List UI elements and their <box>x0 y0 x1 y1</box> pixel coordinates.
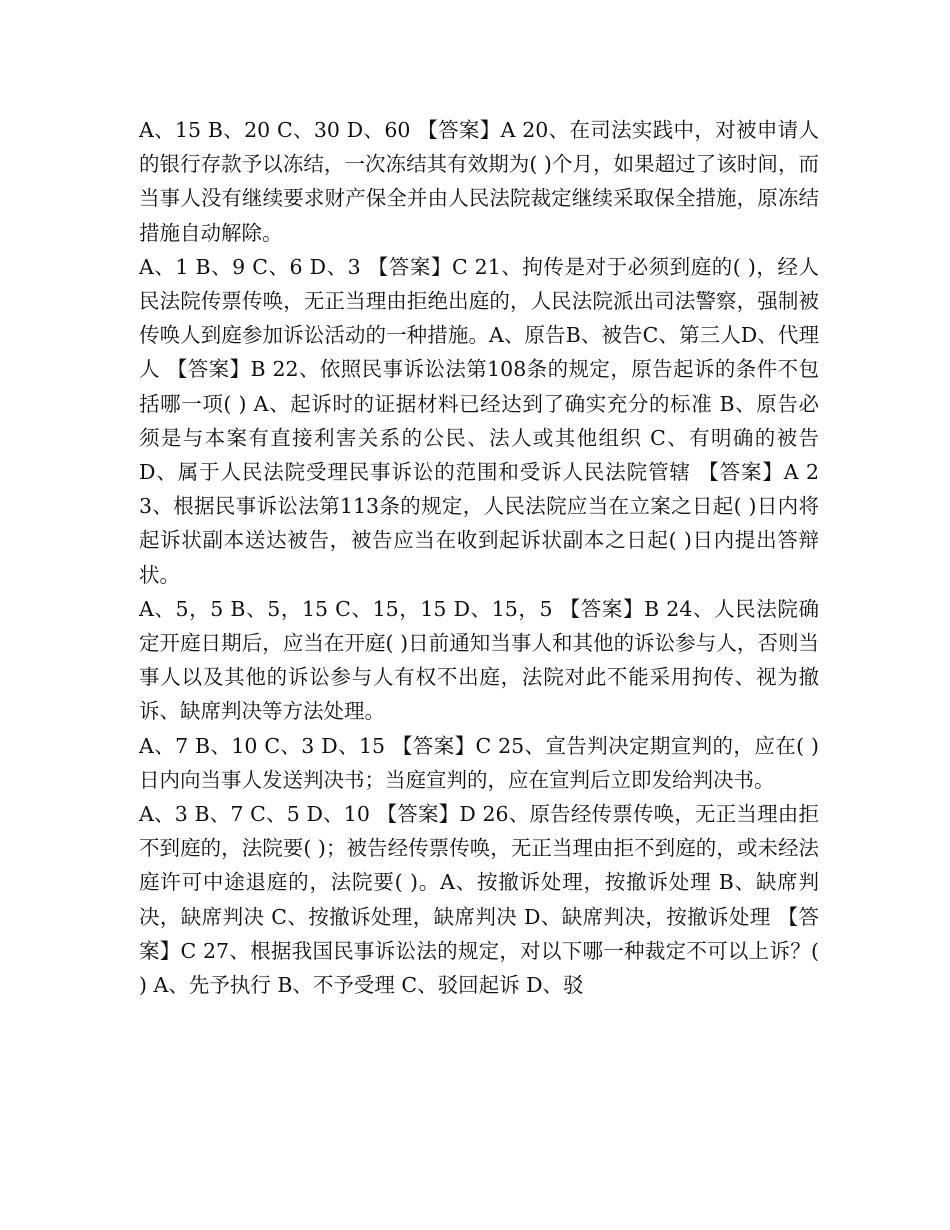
paragraph: A、5，5 B、5，15 C、15，15 D、15，5 【答案】B 24、人民法院确定开庭日期后，应当在开庭( )日前通知当事人和其他的诉讼参与人，否则当事人以及其他的诉讼参与人有权不出庭，法院对此不能采用拘传、视为撤诉、缺席判决等方法处理。 <box>139 596 819 724</box>
paragraph: A、7 B、10 C、3 D、15 【答案】C 25、宣告判决定期宣判的，应在( )日内向当事人发送判决书；当庭宣判的，应在宣判后立即发给判决书。 <box>139 733 819 792</box>
paragraph: A、15 B、20 C、30 D、60 【答案】A 20、在司法实践中，对被申请人的银行存款予以冻结，一次冻结其有效期为( )个月，如果超过了该时间，而当事人没有继续要求财产保全并由人民法院裁定继续采取保全措施，原冻结措施自动解除。 <box>139 118 819 245</box>
paragraph: A、1 B、9 C、6 D、3 【答案】C 21、拘传是对于必须到庭的( )，经人民法院传票传唤，无正当理由拒绝出庭的，人民法院派出司法警察，强制被传唤人到庭参加诉讼活动的一种措施。A、原告B、被告C、第三人D、代理人 【答案】B 22、依照民事诉讼法第108条的规定，原告起诉的条件不包括哪一项( ) A、起诉时的证据材料已经达到了确实充分的标准 B、原告必须是与本案有直接利害关系的公民、法人或其他组织 C、有明确的被告 D、属于人民法院受理民事诉讼的范围和受诉人民法院管辖 【答案】A 23、根据民事诉讼法第113条的规定，人民法院应当在立案之日起( )日内将起诉状副本送达被告，被告应当在收到起诉状副本之日起( )日内提出答辩状。 <box>139 254 819 587</box>
document-body <box>139 113 819 1002</box>
paragraph: A、3 B、7 C、5 D、10 【答案】D 26、原告经传票传唤，无正当理由拒不到庭的，法院要( )；被告经传票传唤，无正当理由拒不到庭的，或未经法庭许可中途退庭的，法院要( )。A、按撤诉处理，按撤诉处理 B、缺席判决，缺席判决 C、按撤诉处理，缺席判决 D、缺席判决，按撤诉处理 【答案】C 27、根据我国民事诉讼法的规定，对以下哪一种裁定不可以上诉？( ) A、先予执行 B、不予受理 C、驳回起诉 D、驳 <box>139 802 819 998</box>
